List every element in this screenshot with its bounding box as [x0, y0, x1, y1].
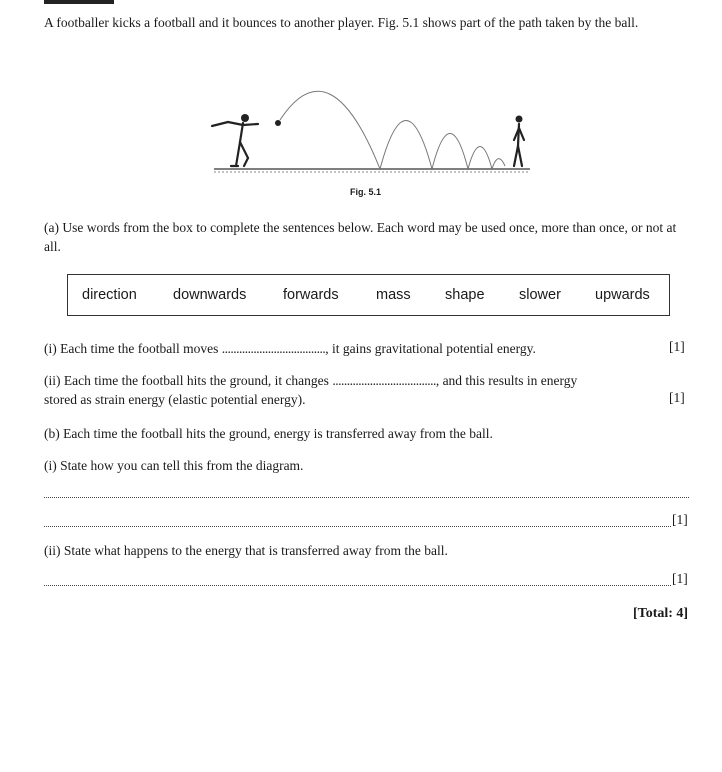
q1-text-before: (i) Each time the football moves — [44, 341, 219, 356]
figure-caption: Fig. 5.1 — [350, 187, 382, 197]
q2-mark: [1] — [669, 390, 685, 405]
word-shape: shape — [445, 287, 485, 303]
football — [275, 120, 281, 126]
q1-answer-blank[interactable]: .................................... — [221, 341, 326, 356]
q2-text-after: , and this results in energy — [435, 373, 578, 388]
word-downwards: downwards — [173, 287, 247, 303]
receiving-player — [514, 116, 524, 167]
b2-mark: [1] — [672, 571, 688, 586]
ball-trajectory — [280, 91, 505, 169]
part-a-question-2 — [44, 371, 577, 390]
word-slower: slower — [519, 287, 561, 303]
word-mass: mass — [376, 287, 411, 303]
part-b-question-2: (ii) State what happens to the energy that is transferred away from the ball. — [44, 543, 448, 558]
b1-answer-line-1[interactable] — [44, 497, 689, 498]
q2-text-line-2: stored as strain energy (elastic potential energy). — [44, 392, 306, 407]
word-forwards: forwards — [283, 287, 339, 303]
q2-text-before: (ii) Each time the football hits the ground, it changes — [44, 373, 329, 388]
total-marks: [Total: 4] — [633, 606, 689, 621]
b1-mark: [1] — [672, 512, 688, 527]
ground — [214, 169, 530, 172]
word-direction: direction — [82, 287, 137, 303]
kicker-figure — [212, 114, 258, 166]
b1-answer-line-2[interactable] — [44, 526, 671, 527]
part-a-question-1 — [44, 339, 536, 358]
top-rule — [44, 0, 114, 4]
part-b-question-1: (i) State how you can tell this from the diagram. — [44, 458, 304, 473]
question-intro: A footballer kicks a football and it bounces to another player. Fig. 5.1 shows part of the path taken by the ball. — [44, 15, 639, 30]
q1-mark: [1] — [669, 339, 685, 354]
word-box — [67, 274, 670, 316]
part-a-instruction: (a) Use words from the box to complete the sentences below. Each word may be used once, more than once, or not at all. — [44, 220, 677, 254]
b2-answer-line[interactable] — [44, 585, 671, 586]
part-b-intro: (b) Each time the football hits the ground, energy is transferred away from the ball. — [44, 426, 493, 441]
q1-text-after: , it gains gravitational potential energy. — [325, 341, 536, 356]
word-upwards: upwards — [595, 287, 650, 303]
bouncing-ball-diagram — [200, 62, 540, 182]
q2-answer-blank[interactable]: .................................... — [332, 373, 436, 388]
